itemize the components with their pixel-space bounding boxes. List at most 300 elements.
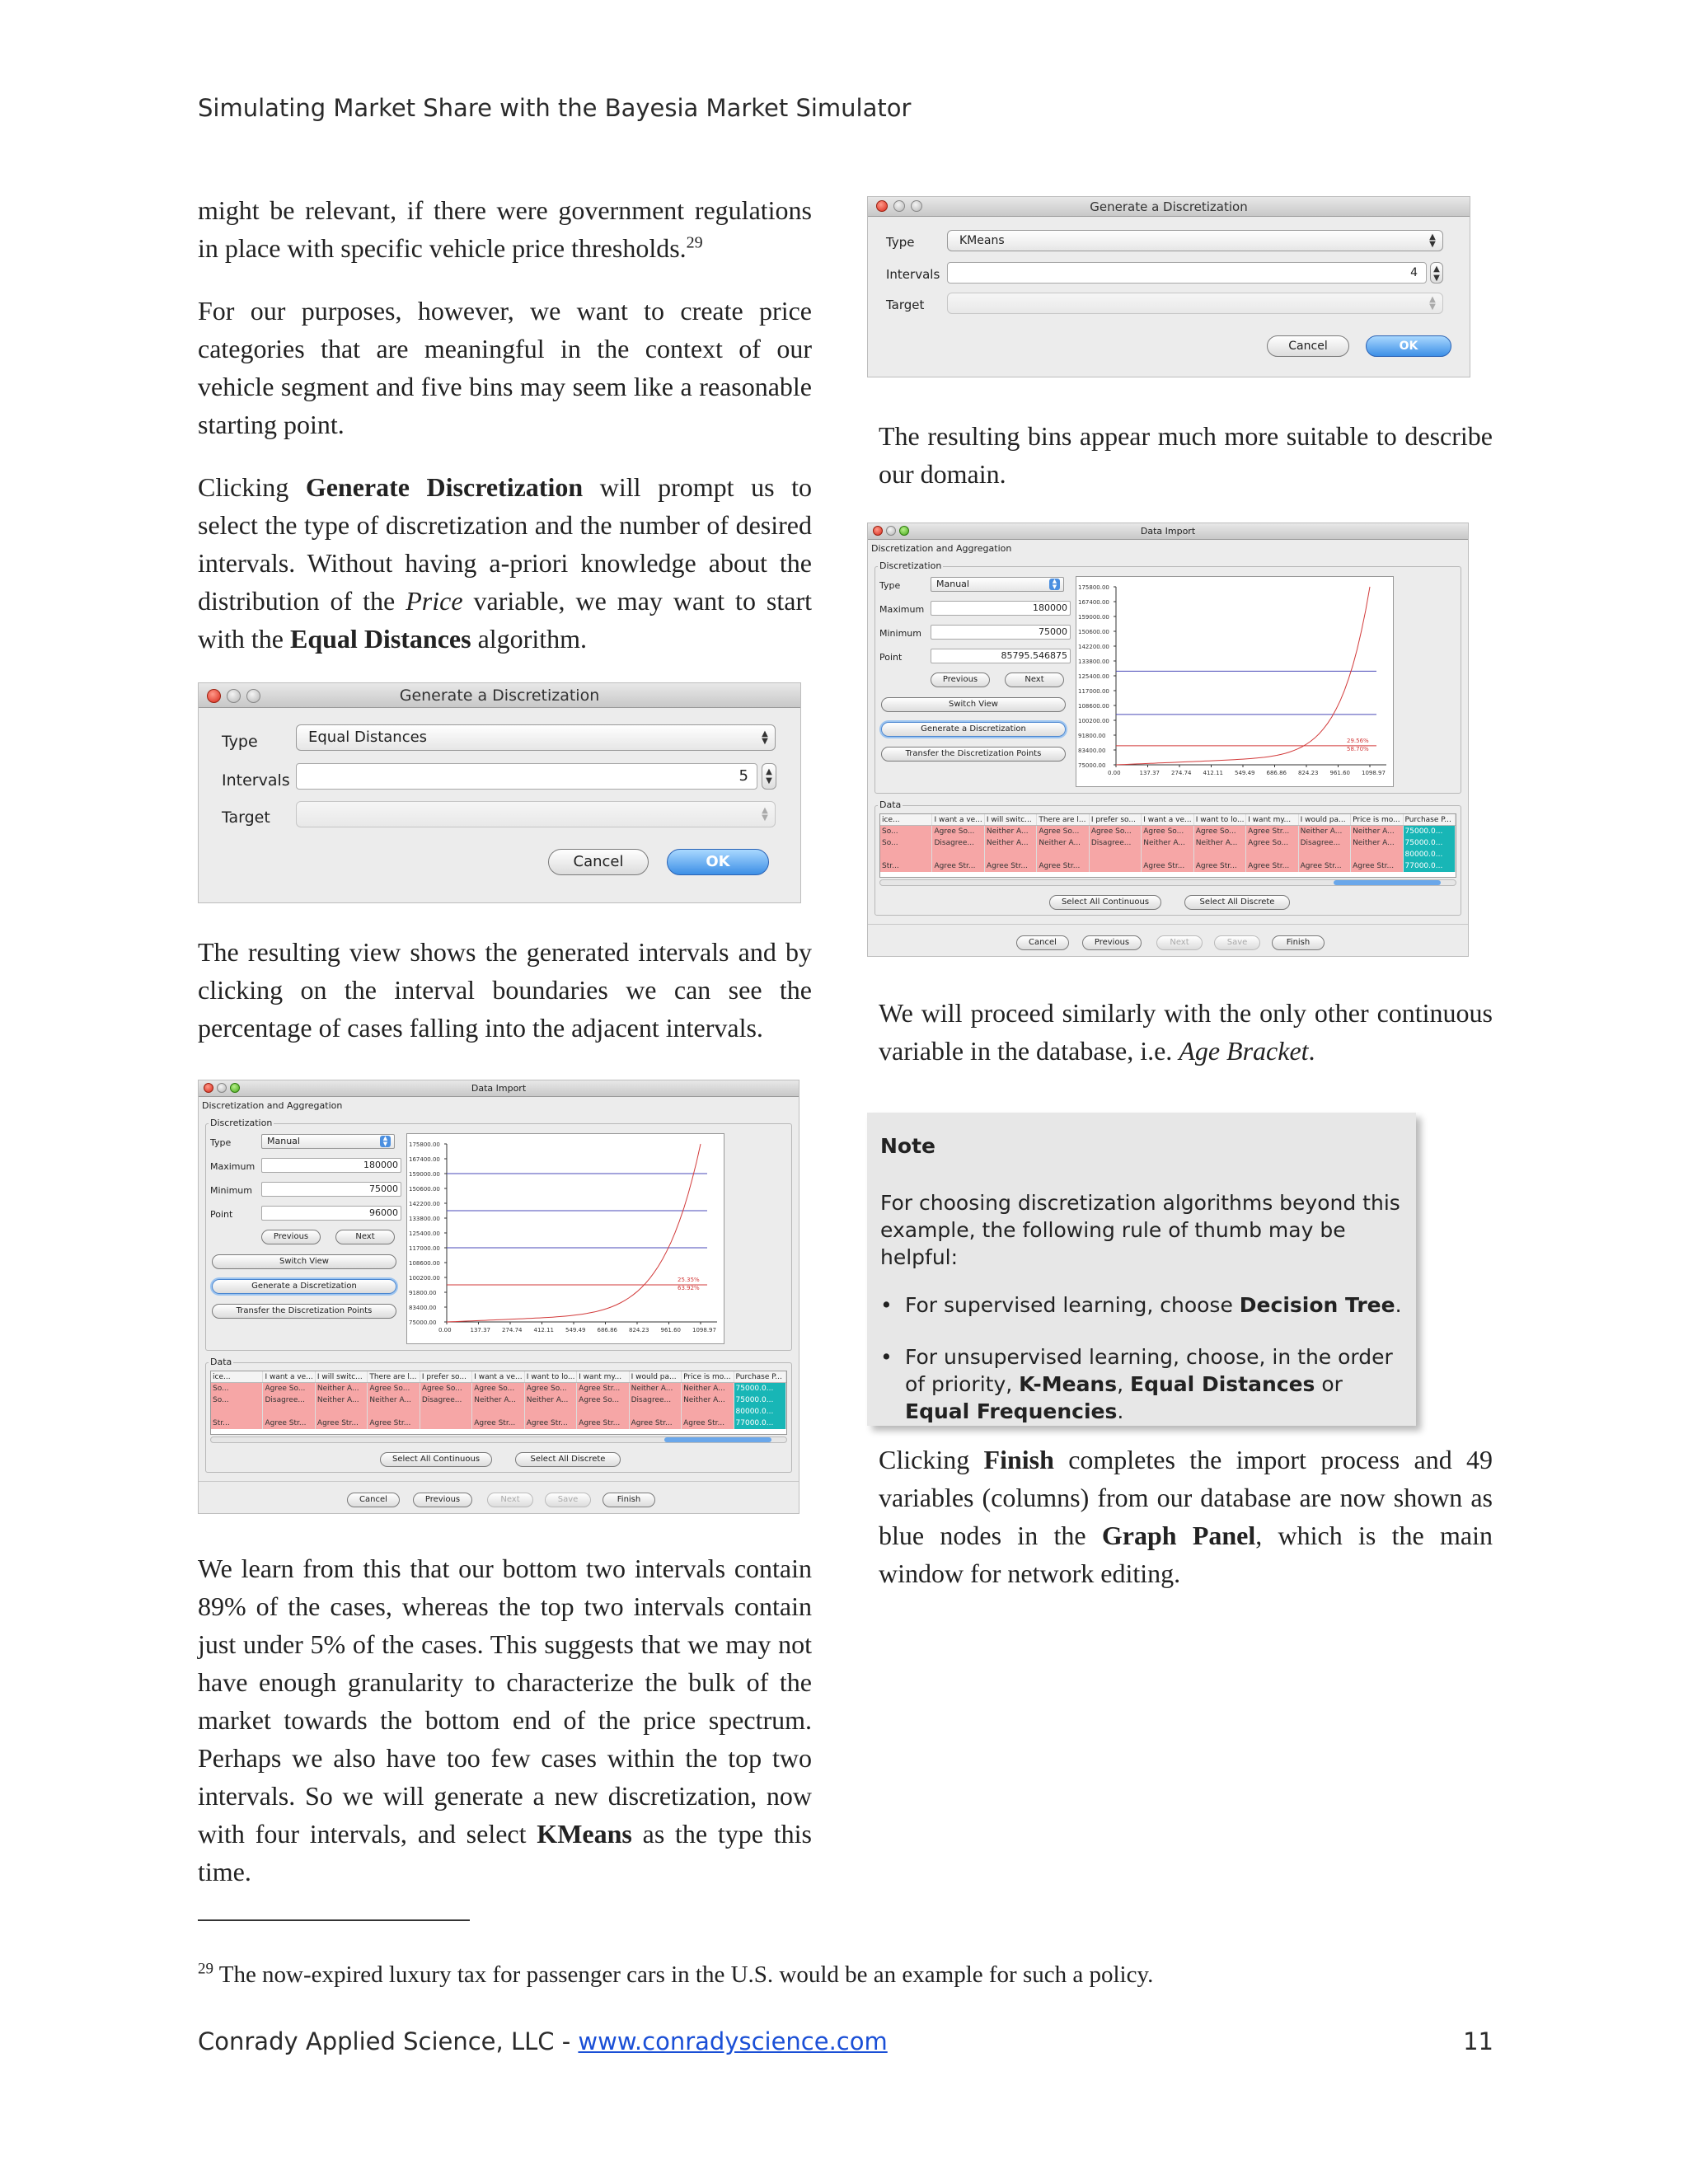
switch-view-button[interactable]: Switch View [212, 1254, 396, 1269]
x-tick-label: 686.86 [597, 1327, 618, 1333]
page-number: 11 [1463, 2027, 1493, 2055]
table-cell: Agree So... [932, 826, 984, 837]
intervals-input[interactable]: 5 [296, 763, 757, 790]
select-all-continuous-button[interactable]: Select All Continuous [380, 1452, 492, 1467]
paragraph: The resulting bins appear much more suitable to describe our domain. [879, 421, 1493, 489]
table-header-cell[interactable]: I prefer so... [420, 1371, 472, 1382]
table-cell: Agree So... [1246, 837, 1298, 849]
table-cell: Neither A... [316, 1383, 368, 1394]
y-tick-label: 117000.00 [1078, 688, 1109, 695]
x-tick-label: 0.00 [438, 1327, 452, 1333]
table-header-cell[interactable]: Purchase P... [1404, 814, 1456, 825]
point-label: Point [879, 652, 903, 663]
table-header-cell[interactable]: Price is mo... [682, 1371, 734, 1382]
table-header-cell[interactable]: I would pa... [1299, 814, 1351, 825]
table-cell [1299, 849, 1351, 860]
table-header-cell[interactable]: I want a ve... [932, 814, 984, 825]
horizontal-scrollbar[interactable] [879, 879, 1456, 886]
paragraph: Clicking Finish completes the import process and 49 variables (columns) from our database are now shown as blue nodes in the Graph Panel, which is the main window for network editing. [879, 1445, 1493, 1588]
cancel-button[interactable]: Cancel [1267, 335, 1349, 357]
percent-above-label: 25.35% [678, 1277, 700, 1283]
select-arrows-icon: ▲ ▼ [1049, 579, 1060, 590]
type-select[interactable]: Equal Distances ▲ ▼ [296, 724, 776, 751]
generate-discretization-dialog [198, 682, 801, 903]
table-cell: Neither A... [985, 826, 1037, 837]
table-header-cell[interactable]: I want my... [1246, 814, 1298, 825]
table-cell: So... [880, 837, 932, 849]
table-cell: Agree Str... [1194, 860, 1246, 872]
table-cell: 77000.0... [1404, 860, 1456, 872]
y-tick-label: 117000.00 [409, 1245, 440, 1252]
maximum-label: Maximum [879, 604, 925, 615]
paragraph: For our purposes, however, we want to create price categories that are meaningful in the context of our vehicle segment and five bins may seem like a reasonable starting point. [198, 296, 812, 439]
table-cell: Agree Str... [1246, 826, 1298, 837]
y-tick-label: 133800.00 [1078, 658, 1109, 665]
table-cell [525, 1406, 577, 1418]
y-tick-label: 91800.00 [409, 1290, 437, 1296]
y-tick-label: 108600.00 [1078, 703, 1109, 710]
table-cell: Agree Str... [985, 860, 1037, 872]
table-cell: Neither A... [1351, 837, 1403, 849]
dialog-subtitle: Discretization and Aggregation [202, 1100, 343, 1111]
maximum-input[interactable]: 180000 [931, 601, 1071, 616]
note-box [867, 1113, 1416, 1426]
table-cell [1090, 860, 1142, 872]
previous-button[interactable]: Previous [261, 1230, 321, 1244]
scrollbar-thumb[interactable] [664, 1437, 771, 1442]
previous-button[interactable]: Previous [1082, 935, 1142, 950]
x-tick-label: 1098.97 [692, 1327, 716, 1333]
group-label: Discretization [210, 1118, 273, 1128]
divider [868, 924, 1469, 925]
switch-view-button[interactable]: Switch View [881, 697, 1066, 712]
zoom-icon[interactable] [246, 689, 260, 703]
paragraph: Clicking Generate Discretization will prompt us to select the type of discretization and the number of desired intervals. Without having a-priori knowledge about the distribution of the Price variable, we may want to start with the Equal Distances algorithm. [198, 472, 813, 654]
maximum-input[interactable]: 180000 [261, 1158, 401, 1173]
table-cell [630, 1406, 682, 1418]
distribution-plot[interactable] [406, 1133, 724, 1344]
group-label: Discretization [879, 560, 942, 571]
window-controls [204, 1083, 240, 1093]
table-cell: Agree So... [472, 1383, 524, 1394]
table-header-cell[interactable]: I want to lo... [1194, 814, 1246, 825]
y-tick-label: 159000.00 [409, 1171, 440, 1178]
minimum-input[interactable]: 75000 [931, 625, 1071, 640]
table-cell: Neither A... [1351, 826, 1403, 837]
table-row[interactable] [211, 1406, 786, 1418]
website-link[interactable]: www.conradyscience.com [578, 2027, 888, 2055]
x-tick-label: 274.74 [1170, 770, 1192, 776]
x-tick-label: 137.37 [1139, 770, 1160, 776]
table-cell: Agree Str... [577, 1383, 629, 1394]
table-cell [1246, 849, 1298, 860]
scrollbar-thumb[interactable] [1334, 880, 1441, 885]
table-cell: Str... [880, 860, 932, 872]
x-tick-label: 412.11 [533, 1327, 554, 1333]
table-header-cell[interactable]: Purchase P... [734, 1371, 786, 1382]
dialog-subtitle: Discretization and Aggregation [871, 543, 1012, 554]
intervals-stepper[interactable]: ▲ ▼ [762, 763, 776, 790]
dialog-title: Generate a Discretization [1090, 199, 1248, 214]
table-cell [1351, 849, 1403, 860]
close-icon[interactable] [207, 689, 221, 703]
table-cell [682, 1406, 734, 1418]
type-select[interactable]: Manual ▲ ▼ [261, 1134, 395, 1149]
percent-above-label: 29.56% [1347, 737, 1369, 744]
note-intro: For choosing discretization algorithms beyond this example, the following rule of thumb may be helpful: [880, 1191, 1400, 1269]
select-arrows-icon: ▲ ▼ [762, 729, 768, 746]
table-cell [1037, 849, 1089, 860]
table-cell: Neither A... [472, 1394, 524, 1406]
data-table[interactable] [879, 813, 1456, 878]
table-cell: Disagree... [420, 1394, 472, 1406]
minimize-icon[interactable] [217, 1083, 227, 1093]
left-column-bottom [198, 1549, 812, 1915]
close-icon[interactable] [204, 1083, 213, 1093]
table-row[interactable] [211, 1418, 786, 1429]
table-cell: 80000.0... [734, 1406, 786, 1418]
y-tick-label: 83400.00 [1078, 748, 1106, 754]
x-tick-label: 549.49 [1235, 770, 1255, 776]
table-cell: Str... [211, 1418, 263, 1429]
ok-button[interactable]: OK [667, 849, 769, 875]
table-cell [932, 849, 984, 860]
table-header-cell[interactable]: ice... [211, 1371, 263, 1382]
transfer-points-button[interactable]: Transfer the Discretization Points [212, 1304, 396, 1319]
table-cell: Agree Str... [1037, 860, 1089, 872]
table-header-cell[interactable]: There are l... [368, 1371, 420, 1382]
table-cell: Agree Str... [263, 1418, 315, 1429]
cancel-button[interactable]: Cancel [1016, 935, 1069, 950]
x-tick-label: 824.23 [1298, 770, 1319, 776]
table-cell [211, 1406, 263, 1418]
x-tick-label: 1098.97 [1362, 770, 1386, 776]
table-cell: Agree Str... [472, 1418, 524, 1429]
dialog-titlebar [199, 683, 800, 708]
footnote-ref[interactable]: 29 [686, 233, 703, 252]
paragraph: might be relevant, if there were government regulations in place with specific vehicle price thresholds.$^{29}$ [198, 195, 812, 263]
table-cell: Neither A... [1142, 837, 1193, 849]
table-header-cell[interactable]: I will switc... [985, 814, 1037, 825]
next-button[interactable]: Next [335, 1230, 395, 1244]
data-table[interactable] [210, 1371, 787, 1435]
x-tick-label: 686.86 [1266, 770, 1287, 776]
table-header-cell[interactable]: I would pa... [630, 1371, 682, 1382]
transfer-points-button[interactable]: Transfer the Discretization Points [881, 747, 1066, 762]
y-tick-label: 150600.00 [409, 1186, 440, 1193]
table-cell: Agree So... [1090, 826, 1142, 837]
left-column-top [198, 191, 812, 682]
ok-button[interactable]: OK [1366, 335, 1451, 357]
table-cell [880, 849, 932, 860]
select-arrows-icon: ▲ ▼ [762, 806, 768, 823]
left-column-middle [198, 933, 812, 1071]
table-cell: 75000.0... [734, 1383, 786, 1394]
previous-button[interactable]: Previous [413, 1493, 472, 1507]
table-header-cell[interactable]: ice... [880, 814, 932, 825]
table-row[interactable] [880, 826, 1456, 837]
paragraph: The resulting view shows the generated intervals and by clicking on the interval boundaries we can see the percentage of cases falling into the adjacent intervals. [198, 937, 812, 1043]
table-cell: So... [211, 1383, 263, 1394]
y-tick-label: 167400.00 [1078, 599, 1109, 606]
page-footer [198, 2027, 1493, 2055]
table-cell: Agree Str... [1299, 860, 1351, 872]
percent-below-label: 63.92% [678, 1285, 700, 1291]
right-column-bottom [879, 1441, 1493, 1617]
table-header-cell[interactable]: I want to lo... [525, 1371, 577, 1382]
running-header: Simulating Market Share with the Bayesia Market Simulator [198, 94, 912, 122]
finish-button[interactable]: Finish [1272, 935, 1325, 950]
divider [199, 1481, 799, 1482]
close-icon[interactable] [873, 526, 883, 536]
table-row[interactable] [211, 1383, 786, 1394]
x-tick-label: 961.60 [1329, 770, 1351, 776]
table-header-row [211, 1371, 786, 1383]
y-tick-label: 125400.00 [1078, 673, 1109, 680]
x-tick-label: 274.74 [501, 1327, 523, 1333]
list-item: • For unsupervised learning, choose, in the order of priority, K-Means, Equal Distances or Equal Frequencies. [880, 1343, 1403, 1425]
intervals-label: Intervals [222, 771, 290, 790]
y-tick-label: 175800.00 [1078, 584, 1109, 591]
save-button[interactable]: Save [545, 1493, 591, 1507]
table-cell [472, 1406, 524, 1418]
dialog-title: Data Import [471, 1083, 527, 1094]
table-cell: Agree Str... [1142, 860, 1193, 872]
maximum-label: Maximum [210, 1161, 256, 1172]
distribution-plot[interactable] [1076, 576, 1394, 787]
y-tick-label: 75000.00 [409, 1319, 437, 1326]
table-cell: Disagree... [932, 837, 984, 849]
intervals-input[interactable]: 4 [947, 262, 1427, 284]
intervals-stepper[interactable]: ▲ ▼ [1430, 262, 1443, 284]
table-cell: Agree So... [1194, 826, 1246, 837]
y-tick-label: 142200.00 [409, 1201, 440, 1207]
table-cell [420, 1406, 472, 1418]
select-all-continuous-button[interactable]: Select All Continuous [1049, 895, 1161, 910]
finish-button[interactable]: Finish [603, 1493, 655, 1507]
y-tick-label: 150600.00 [1078, 629, 1109, 635]
x-tick-label: 824.23 [629, 1327, 649, 1333]
table-cell [316, 1406, 368, 1418]
zoom-icon[interactable] [911, 200, 922, 212]
cancel-button[interactable]: Cancel [548, 849, 649, 875]
table-cell: Agree Str... [630, 1418, 682, 1429]
data-import-dialog [198, 1080, 799, 1514]
table-cell: Neither A... [682, 1394, 734, 1406]
y-tick-label: 175800.00 [409, 1141, 440, 1148]
table-header-cell[interactable]: I want a ve... [472, 1371, 524, 1382]
next-button[interactable]: Next [487, 1493, 533, 1507]
footer-company: Conrady Applied Science, LLC - [198, 2027, 579, 2055]
x-tick-label: 412.11 [1203, 770, 1223, 776]
zoom-icon[interactable] [230, 1083, 240, 1093]
plot-canvas [1076, 577, 1395, 788]
table-cell: Agree So... [263, 1383, 315, 1394]
select-arrows-icon: ▲ ▼ [1429, 295, 1436, 312]
window-controls [876, 200, 922, 212]
table-header-cell[interactable]: I want my... [577, 1371, 629, 1382]
table-cell: Agree Str... [525, 1418, 577, 1429]
target-select[interactable] [947, 293, 1443, 314]
percent-below-label: 58.70% [1347, 745, 1369, 752]
select-arrows-icon: ▲ ▼ [1429, 232, 1436, 249]
table-header-cell[interactable]: I prefer so... [1090, 814, 1142, 825]
table-cell: Neither A... [1037, 837, 1089, 849]
dialog-title: Generate a Discretization [399, 687, 600, 705]
footnote: $^{29}$ The now-expired luxury tax for passenger cars in the U.S. would be an example for such a policy. [198, 1960, 1154, 1988]
table-cell [985, 849, 1037, 860]
table-cell [1142, 849, 1193, 860]
point-input[interactable]: 96000 [261, 1206, 401, 1221]
target-select[interactable] [296, 801, 776, 827]
point-input[interactable]: 85795.546875 [931, 649, 1071, 663]
window-controls [207, 689, 260, 703]
note-title: Note [880, 1134, 936, 1158]
table-cell: 75000.0... [1404, 837, 1456, 849]
table-header-cell[interactable]: I want a ve... [1142, 814, 1193, 825]
minimum-input[interactable]: 75000 [261, 1182, 401, 1197]
table-cell: Agree Str... [577, 1418, 629, 1429]
close-icon[interactable] [876, 200, 888, 212]
window-controls [873, 526, 909, 536]
note-list [880, 1291, 1403, 1425]
y-tick-label: 83400.00 [409, 1305, 437, 1311]
table-header-cell[interactable]: There are l... [1037, 814, 1089, 825]
type-label: Type [210, 1137, 232, 1148]
table-cell [1194, 849, 1246, 860]
y-tick-label: 167400.00 [409, 1156, 440, 1163]
dialog-titlebar [199, 1080, 799, 1097]
right-column-middle [879, 994, 1493, 1094]
intervals-label: Intervals [886, 267, 940, 282]
table-header-cell[interactable]: I will switc... [316, 1371, 368, 1382]
table-cell: Neither A... [985, 837, 1037, 849]
x-tick-label: 137.37 [470, 1327, 490, 1333]
table-cell: Disagree... [1090, 837, 1142, 849]
cancel-button[interactable]: Cancel [347, 1493, 400, 1507]
distribution-curve [1116, 587, 1370, 765]
table-header-row [880, 814, 1456, 826]
group-label: Data [879, 799, 902, 810]
paragraph: We will proceed similarly with the only other continuous variable in the database, i.e. Age Bracket. [879, 998, 1493, 1066]
select-arrows-icon: ▲ ▼ [380, 1136, 391, 1147]
table-row[interactable] [880, 849, 1456, 860]
table-cell: So... [880, 826, 932, 837]
table-cell: Disagree... [1299, 837, 1351, 849]
table-cell: Agree So... [368, 1383, 420, 1394]
table-cell: So... [211, 1394, 263, 1406]
table-cell: Neither A... [1194, 837, 1246, 849]
table-cell: Agree Str... [682, 1418, 734, 1429]
table-cell: Agree Str... [1351, 860, 1403, 872]
table-header-cell[interactable]: Price is mo... [1351, 814, 1403, 825]
x-tick-label: 961.60 [660, 1327, 682, 1333]
table-cell: Neither A... [316, 1394, 368, 1406]
table-cell: 80000.0... [1404, 849, 1456, 860]
type-label: Type [879, 580, 901, 591]
select-all-discrete-button[interactable]: Select All Discrete [515, 1452, 621, 1467]
right-column-top [879, 417, 1493, 518]
y-tick-label: 75000.00 [1078, 762, 1106, 769]
type-label: Type [222, 733, 258, 751]
plot-canvas [407, 1134, 725, 1345]
table-cell: Disagree... [263, 1394, 315, 1406]
y-tick-label: 100200.00 [409, 1275, 440, 1282]
footnote-rule [198, 1919, 470, 1921]
table-cell: Agree So... [577, 1394, 629, 1406]
table-cell: Neither A... [630, 1383, 682, 1394]
target-label: Target [222, 808, 270, 827]
y-tick-label: 100200.00 [1078, 718, 1109, 724]
table-cell: Agree So... [420, 1383, 472, 1394]
table-header-cell[interactable]: I want a ve... [263, 1371, 315, 1382]
y-tick-label: 142200.00 [1078, 644, 1109, 650]
y-tick-label: 108600.00 [409, 1260, 440, 1267]
paragraph: We learn from this that our bottom two intervals contain 89% of the cases, whereas the top two intervals contain just under 5% of the cases. This suggests that we may not have enough granularity to characterize the bulk of the market towards the bottom end of the price spectrum. Perhaps we also have too few cases within the top two intervals. So we will generate a new discretization, now with four intervals, and select KMeans as the type this time. [198, 1554, 813, 1886]
minimize-icon[interactable] [227, 689, 241, 703]
horizontal-scrollbar[interactable] [210, 1436, 787, 1443]
minimize-icon[interactable] [893, 200, 905, 212]
generate-discretization-button[interactable]: Generate a Discretization [212, 1279, 396, 1294]
table-cell: Agree So... [1037, 826, 1089, 837]
list-item: • For supervised learning, choose Decision Tree. [880, 1291, 1403, 1319]
table-cell: Agree Str... [932, 860, 984, 872]
target-label: Target [886, 298, 925, 312]
table-cell: Neither A... [368, 1394, 420, 1406]
y-tick-label: 159000.00 [1078, 614, 1109, 621]
table-cell: Agree So... [1142, 826, 1193, 837]
next-button[interactable]: Next [1005, 673, 1064, 687]
table-row[interactable] [880, 860, 1456, 872]
table-row[interactable] [211, 1394, 786, 1406]
table-cell [368, 1406, 420, 1418]
table-cell: Neither A... [1299, 826, 1351, 837]
table-cell: Agree Str... [316, 1418, 368, 1429]
y-tick-label: 125400.00 [409, 1230, 440, 1237]
table-cell: Neither A... [682, 1383, 734, 1394]
table-row[interactable] [880, 837, 1456, 849]
y-tick-label: 91800.00 [1078, 733, 1106, 739]
distribution-curve [447, 1144, 701, 1322]
type-select[interactable]: KMeans ▲ ▼ [947, 230, 1443, 251]
data-import-dialog [867, 523, 1469, 957]
table-cell: Neither A... [525, 1394, 577, 1406]
generate-discretization-button[interactable]: Generate a Discretization [881, 722, 1066, 737]
type-select[interactable]: Manual ▲ ▼ [931, 577, 1064, 592]
table-cell: 75000.0... [734, 1394, 786, 1406]
table-cell [420, 1418, 472, 1429]
minimum-label: Minimum [210, 1185, 252, 1196]
y-tick-label: 133800.00 [409, 1216, 440, 1222]
zoom-icon[interactable] [899, 526, 909, 536]
table-cell: 77000.0... [734, 1418, 786, 1429]
table-cell: Agree Str... [368, 1418, 420, 1429]
select-all-discrete-button[interactable]: Select All Discrete [1184, 895, 1290, 910]
previous-button[interactable]: Previous [931, 673, 990, 687]
table-cell: Agree Str... [1246, 860, 1298, 872]
x-tick-label: 549.49 [565, 1327, 586, 1333]
minimize-icon[interactable] [886, 526, 896, 536]
type-label: Type [886, 235, 915, 250]
next-button[interactable]: Next [1156, 935, 1203, 950]
table-cell [577, 1406, 629, 1418]
generate-discretization-dialog [867, 196, 1470, 377]
save-button[interactable]: Save [1214, 935, 1260, 950]
table-cell: Disagree... [630, 1394, 682, 1406]
table-cell [1090, 849, 1142, 860]
table-cell [263, 1406, 315, 1418]
minimum-label: Minimum [879, 628, 921, 639]
